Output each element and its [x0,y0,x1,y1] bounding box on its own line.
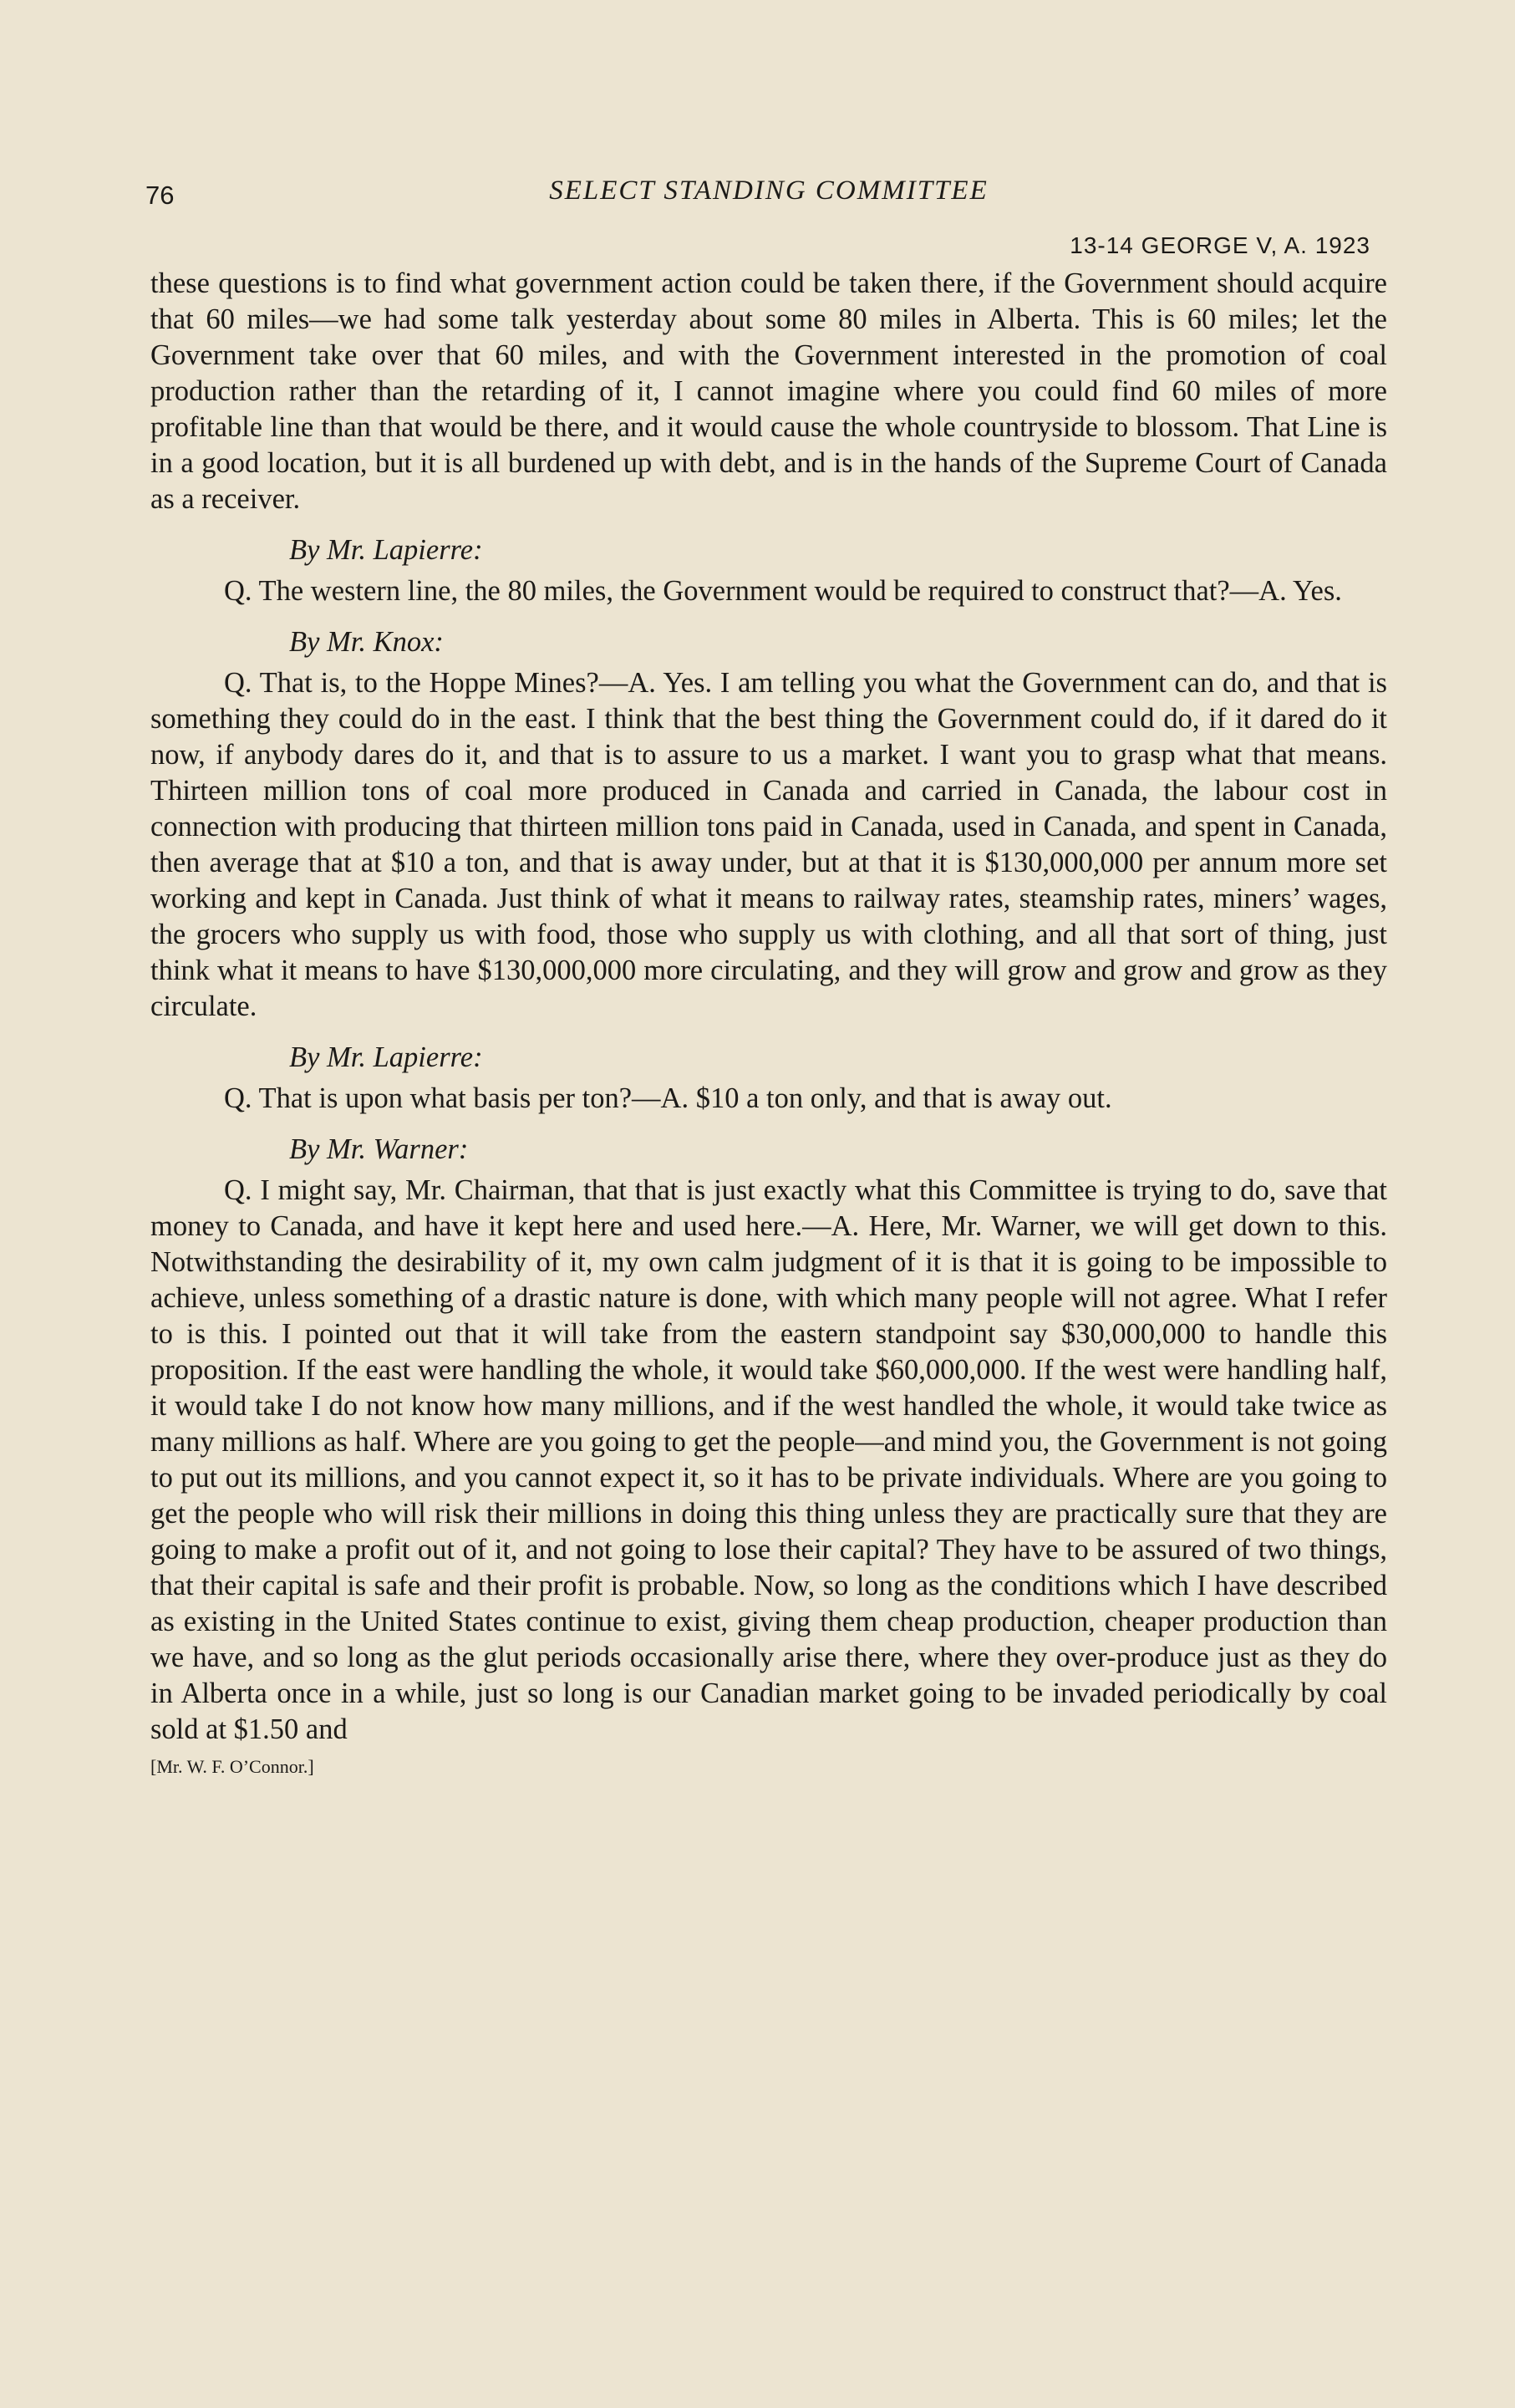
speaker-heading: By Mr. Knox: [289,626,444,658]
running-title: SELECT STANDING COMMITTEE [549,176,989,206]
paragraph: Q. I might say, Mr. Chairman, that that is just exactly what this Committee is trying to do, save that money to Canada, and have it kept here and used here.—A. Here, Mr. Warner, we will get down to this. Notwithstanding the desirability of it, my own calm judgment of it is that it is going to be impossible to achieve, unless something of a drastic nature is done, with which many people will not agree. What I refer to is this. I pointed out that it will take from the eastern standpoint say $30,000,000 to handle this proposition. If the east were handling the whole, it would take $60,000,000. If the west were handling half, it would take I do not know how many millions, and if the west handled the whole, it would take twice as many millions as half. Where are you going to get the people—and mind you, the Government is not going to put out its millions, and you cannot expect it, so it has to be private individuals. Where are you going to get the people who will risk their millions in doing this thing unless they are practically sure that they are going to make a profit out of it, and not going to lose their capital? They have to be assured of two things, that their capital is safe and their profit is probable. Now, so long as the conditions which I have described as existing in the United States continue to exist, giving them cheap production, cheaper production than we have, and so long as the glut periods occasionally arise there, where they over-produce just as they do in Alberta once in a while, just so long is our Canadian market going to be invaded periodically by coal sold at $1.50 and [150,1174,1387,1745]
footer-note: [Mr. W. F. O’Connor.] [150,1756,314,1777]
document-page [145,176,1387,1778]
page-header [145,176,1387,226]
paragraph: Q. That is upon what basis per ton?—A. $10 a ton only, and that is away out. [224,1082,1112,1114]
paragraph: these questions is to find what government action could be taken there, if the Government should acquire that 60 miles—we had some talk yesterday about some 80 miles in Alberta. This is 60 miles; let the Government take over that 60 miles, and with the Government interested in the promotion of coal production rather than the retarding of it, I cannot imagine where you could find 60 miles of more profitable line than that would be there, and it would cause the whole countryside to blossom. That Line is in a good location, but it is all burdened up with debt, and is in the hands of the Supreme Court of Canada as a receiver. [150,267,1387,515]
document-body [150,266,1387,1748]
paragraph: Q. That is, to the Hoppe Mines?—A. Yes. I am telling you what the Government can do, and that is something they could do in the east. I think that the best thing the Government could do, if it dared do it now, if anybody dares do it, and that is to assure to us a market. I want you to grasp what that means. Thirteen million tons of coal more produced in Canada and carried in Canada, the labour cost in connection with producing that thirteen million tons paid in Canada, used in Canada, and spent in Canada, then average that at $10 a ton, and that is away under, but at that it is $130,000,000 per annum more set working and kept in Canada. Just think of what it means to railway rates, steamship rates, miners’ wages, the grocers who supply us with food, those who supply us with clothing, and all that sort of thing, just think what it means to have $130,000,000 more circulating, and they will grow and grow and grow as they circulate. [150,667,1387,1022]
session-label: 13-14 GEORGE V, A. 1923 [1070,232,1370,258]
paragraph: Q. The western line, the 80 miles, the Government would be required to construct that?—A. Yes. [224,575,1342,607]
page-number: 76 [145,181,175,210]
speaker-heading: By Mr. Lapierre: [289,1041,483,1073]
speaker-heading: By Mr. Warner: [289,1133,469,1165]
speaker-heading: By Mr. Lapierre: [289,534,483,566]
